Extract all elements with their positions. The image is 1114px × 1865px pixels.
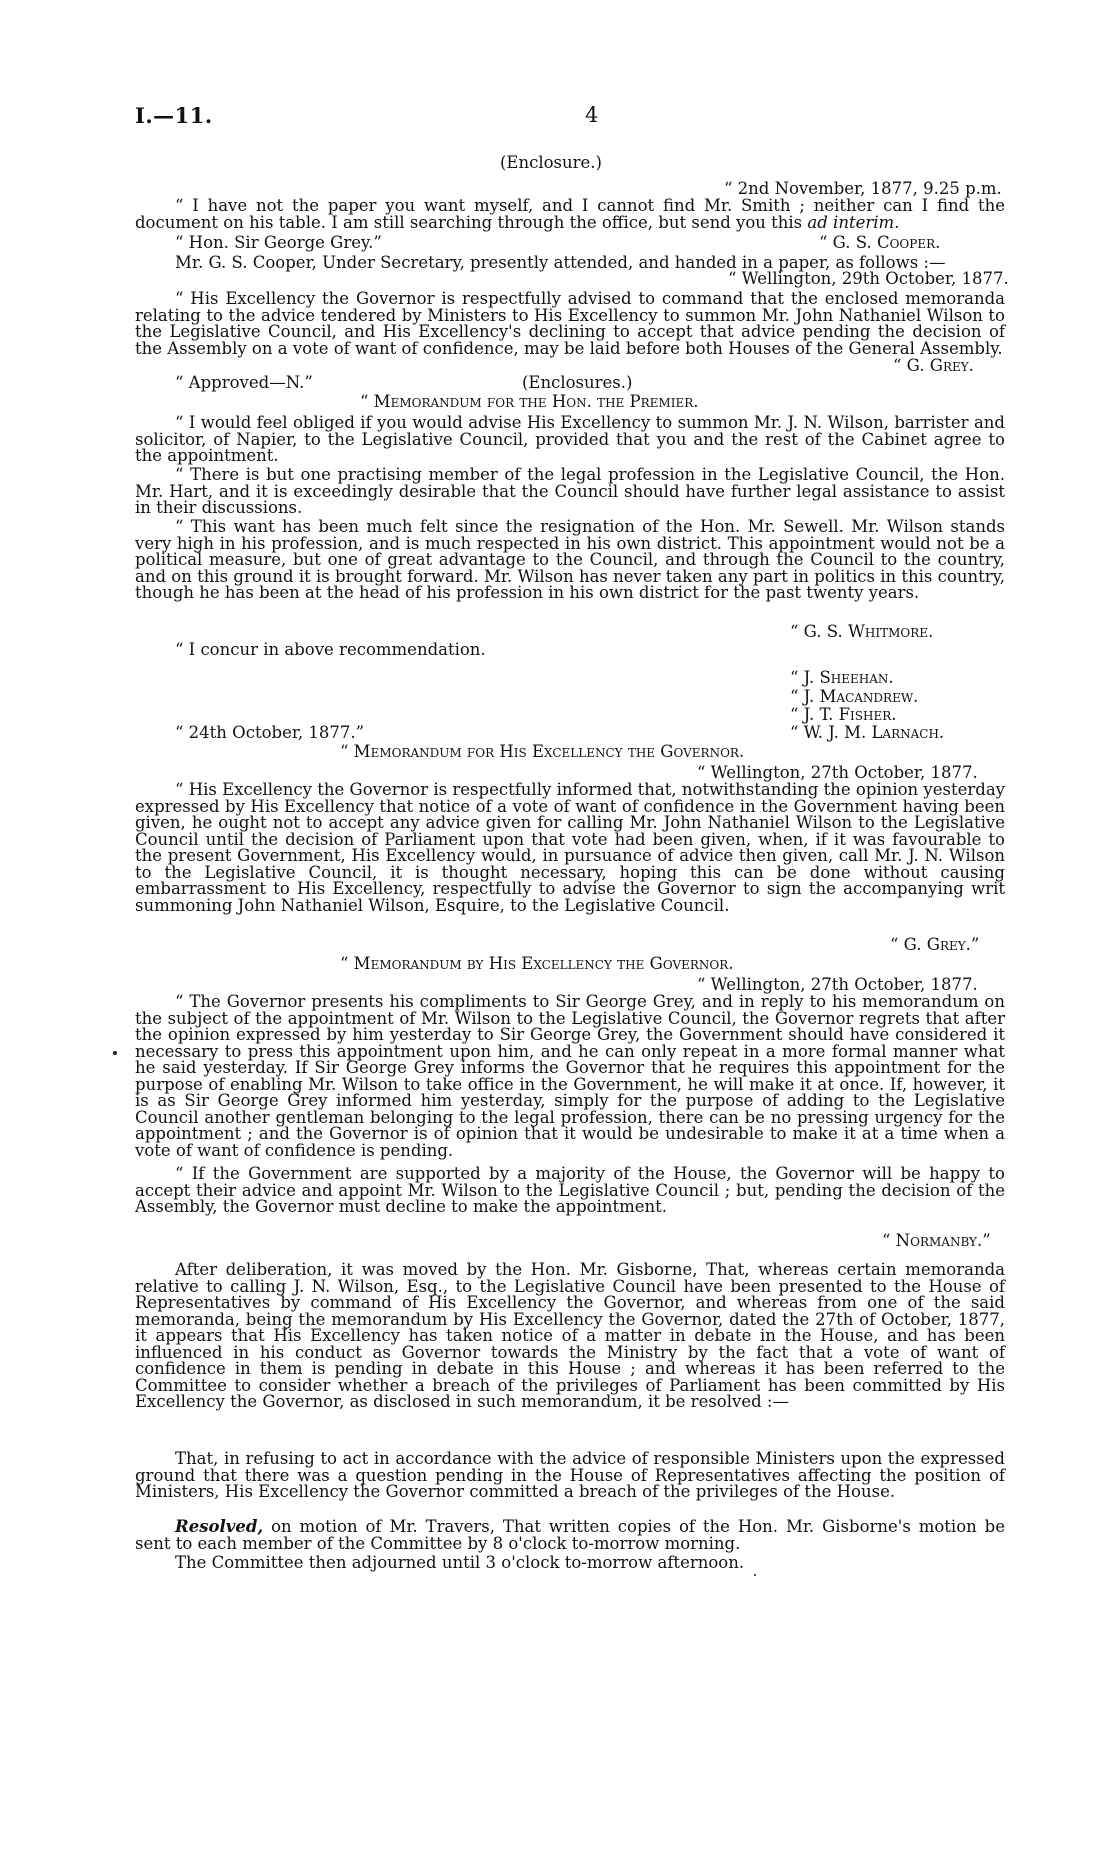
gisborne-motion: After deliberation, it was moved by the Hon. Mr. Gisborne, That, whereas certain memoranda relative to calling J. N. Wilson, Esq., to the Legislative Council have been presented to the House of Representatives by command of His Excellency the Governor, and whereas from one of the said memoranda, being the memorandum by His Excellency the Governor, dated the 27th of October, 1877, it appears that His Excellency has taken notice of a matter in debate in the House, and has been influenced in his conduct as Governor towards the Ministry by the fact that a vote of want of confidence in them is pending in debate in this House ; and whereas it has been referred to the Committee to consider whether a breach of the privileges of Parliament has been committed by His Excellency the Governor, as disclosed in such memorandum, it be resolved :—	[135, 1260, 1005, 1411]
note-date: “ 2nd November, 1877, 9.25 p.m.	[724, 179, 1002, 198]
note-body-text: “ I have not the paper you want myself, and I cannot find Mr. Smith ; neither can I find the document on his table. I am still searching through the office, but send you this	[135, 196, 1005, 232]
resolved-label: Resolved,	[175, 1517, 264, 1536]
resolved-paragraph	[135, 1519, 1005, 1552]
signatory-sheehan: “ J. Sheehan.	[790, 668, 894, 687]
memo-governor-date: “ Wellington, 27th October, 1877.	[697, 763, 978, 782]
memo-by-governor-date: “ Wellington, 27th October, 1877.	[697, 975, 978, 994]
concur-line: “ I concur in above recommendation.	[175, 640, 486, 659]
memo-by-governor-para-1: “ The Governor presents his compliments to Sir George Grey, and in reply to his memorandum on the subject of the appointment of Mr. Wilson to the Legislative Council, the Governor regrets that after the opinion expressed by him yesterday to Sir George Grey, the Government should have considered it necessary to press this appointment upon him, and he can only repeat in a more formal manner what he said yesterday. If Sir George Grey informs the Governor that he requires this appointment for the purpose of enabling Mr. Wilson to take office in the Government, he will make it at once. If, however, it is as Sir George Grey informed him yesterday, simply for the purpose of adding to the Legislative Council another gentleman belonging to the legal profession, there can be no pressing urgency for the appointment ; and the Governor is of opinion that it would be undesirable to make it at a time when a vote of want of confidence is pending.	[135, 992, 1005, 1160]
document-reference: I.—11.	[135, 103, 213, 128]
memo-premier-para-1: “ I would feel obliged if you would advise His Excellency to summon Mr. J. N. Wilson, barrister and solicitor, of Napier, to the Legislative Council, provided that you and the rest of the Cabinet agree to the appointment.	[135, 413, 1005, 465]
advice-body: “ His Excellency the Governor is respectfully advised to command that the enclosed memoranda relating to the advice tendered by Ministers to His Excellency to summon Mr. John Nathaniel Wilson to the Legislative Council, and His Excellency's declining to accept that advice pending the decision of the Assembly on a vote of want of confidence, may be laid before both Houses of the General Assembly.	[135, 289, 1005, 358]
approved-line: “ Approved—N.”	[175, 373, 313, 392]
note-body-italic: ad interim.	[807, 212, 900, 232]
signatory-fisher: “ J. T. Fisher.	[790, 705, 897, 724]
note-body	[135, 198, 1005, 231]
memo-premier-heading: “ Memorandum for the Hon. the Premier.	[360, 392, 699, 411]
enclosure-heading: (Enclosure.)	[500, 153, 602, 172]
signatory-larnach: “ W. J. M. Larnach.	[790, 723, 945, 742]
resolved-text: on motion of Mr. Travers, That written copies of the Hon. Mr. Gisborne's motion be sent to each member of the Committee by 8 o'clock to-morrow morning.	[135, 1517, 1005, 1553]
whitmore-signature: “ G. S. Whitmore.	[790, 622, 934, 641]
adjourned-line: The Committee then adjourned until 3 o'clock to-morrow afternoon.	[175, 1553, 745, 1572]
memo-governor-signature: “ G. Grey.”	[890, 935, 980, 954]
note-signature: “ G. S. Cooper.	[819, 233, 941, 252]
signatory-macandrew: “ J. Macandrew.	[790, 687, 919, 706]
margin-mark	[113, 1051, 117, 1055]
memo-premier-para-3: “ This want has been much felt since the resignation of the Hon. Mr. Sewell. Mr. Wilson stands very high in his profession, and is much respected in his own district. This appointment would not be a political measure, but one of great advantage to the Council, and through the Council to the country, and on this ground it is brought forward. Mr. Wilson has never taken any part in politics in this country, though he has been at the head of his profession in his own district for the past twenty years.	[135, 517, 1005, 602]
memo-governor-heading: “ Memorandum for His Excellency the Governor.	[340, 742, 745, 761]
advice-signature: “ G. Grey.	[893, 356, 974, 375]
page-number: 4	[585, 103, 599, 127]
normanby-signature: “ Normanby.”	[882, 1231, 991, 1250]
memo-governor-body: “ His Excellency the Governor is respectfully informed that, notwithstanding the opinion yesterday expressed by His Excellency that notice of a vote of want of confidence in the Government having been given, he ought not to accept any advice given for calling Mr. John Nathaniel Wilson to the Legislative Council until the decision of Parliament upon that vote had been given, when, if it was favourable to the present Government, His Excellency would, in pursuance of advice then given, call Mr. J. N. Wilson to the Legislative Council, it is thought necessary, hoping this can be done without causing embarrassment to His Excellency, respectfully to advise the Governor to sign the accompanying writ summoning John Nathaniel Wilson, Esquire, to the Legislative Council.	[135, 780, 1005, 915]
memo-by-governor-para-2: “ If the Government are supported by a majority of the House, the Governor will be happy to accept their advice and appoint Mr. Wilson to the Legislative Council ; but, pending the decision of the Assembly, the Governor must decline to make the appointment.	[135, 1164, 1005, 1216]
resolution-text: That, in refusing to act in accordance with the advice of responsible Ministers upon the expressed ground that there was a question pending in the House of Representatives affecting the position of Ministers, His Excellency the Governor committed a breach of the privileges of the House.	[135, 1449, 1005, 1501]
memo-by-governor-heading: “ Memorandum by His Excellency the Governor.	[340, 954, 734, 973]
cooper-attended-line: Mr. G. S. Cooper, Under Secretary, presently attended, and handed in a paper, as follows :—	[175, 253, 946, 272]
stray-mark	[754, 1574, 756, 1576]
advice-date: “ Wellington, 29th October, 1877.	[728, 269, 1009, 288]
memo-premier-date: “ 24th October, 1877.”	[175, 723, 365, 742]
memo-premier-para-2: “ There is but one practising member of the legal profession in the Legislative Council, the Hon. Mr. Hart, and it is exceedingly desirable that the Council should have further legal assistance to assist in their discussions.	[135, 465, 1005, 517]
enclosures-heading: (Enclosures.)	[522, 373, 633, 392]
note-addressee: “ Hon. Sir George Grey.”	[175, 233, 382, 252]
